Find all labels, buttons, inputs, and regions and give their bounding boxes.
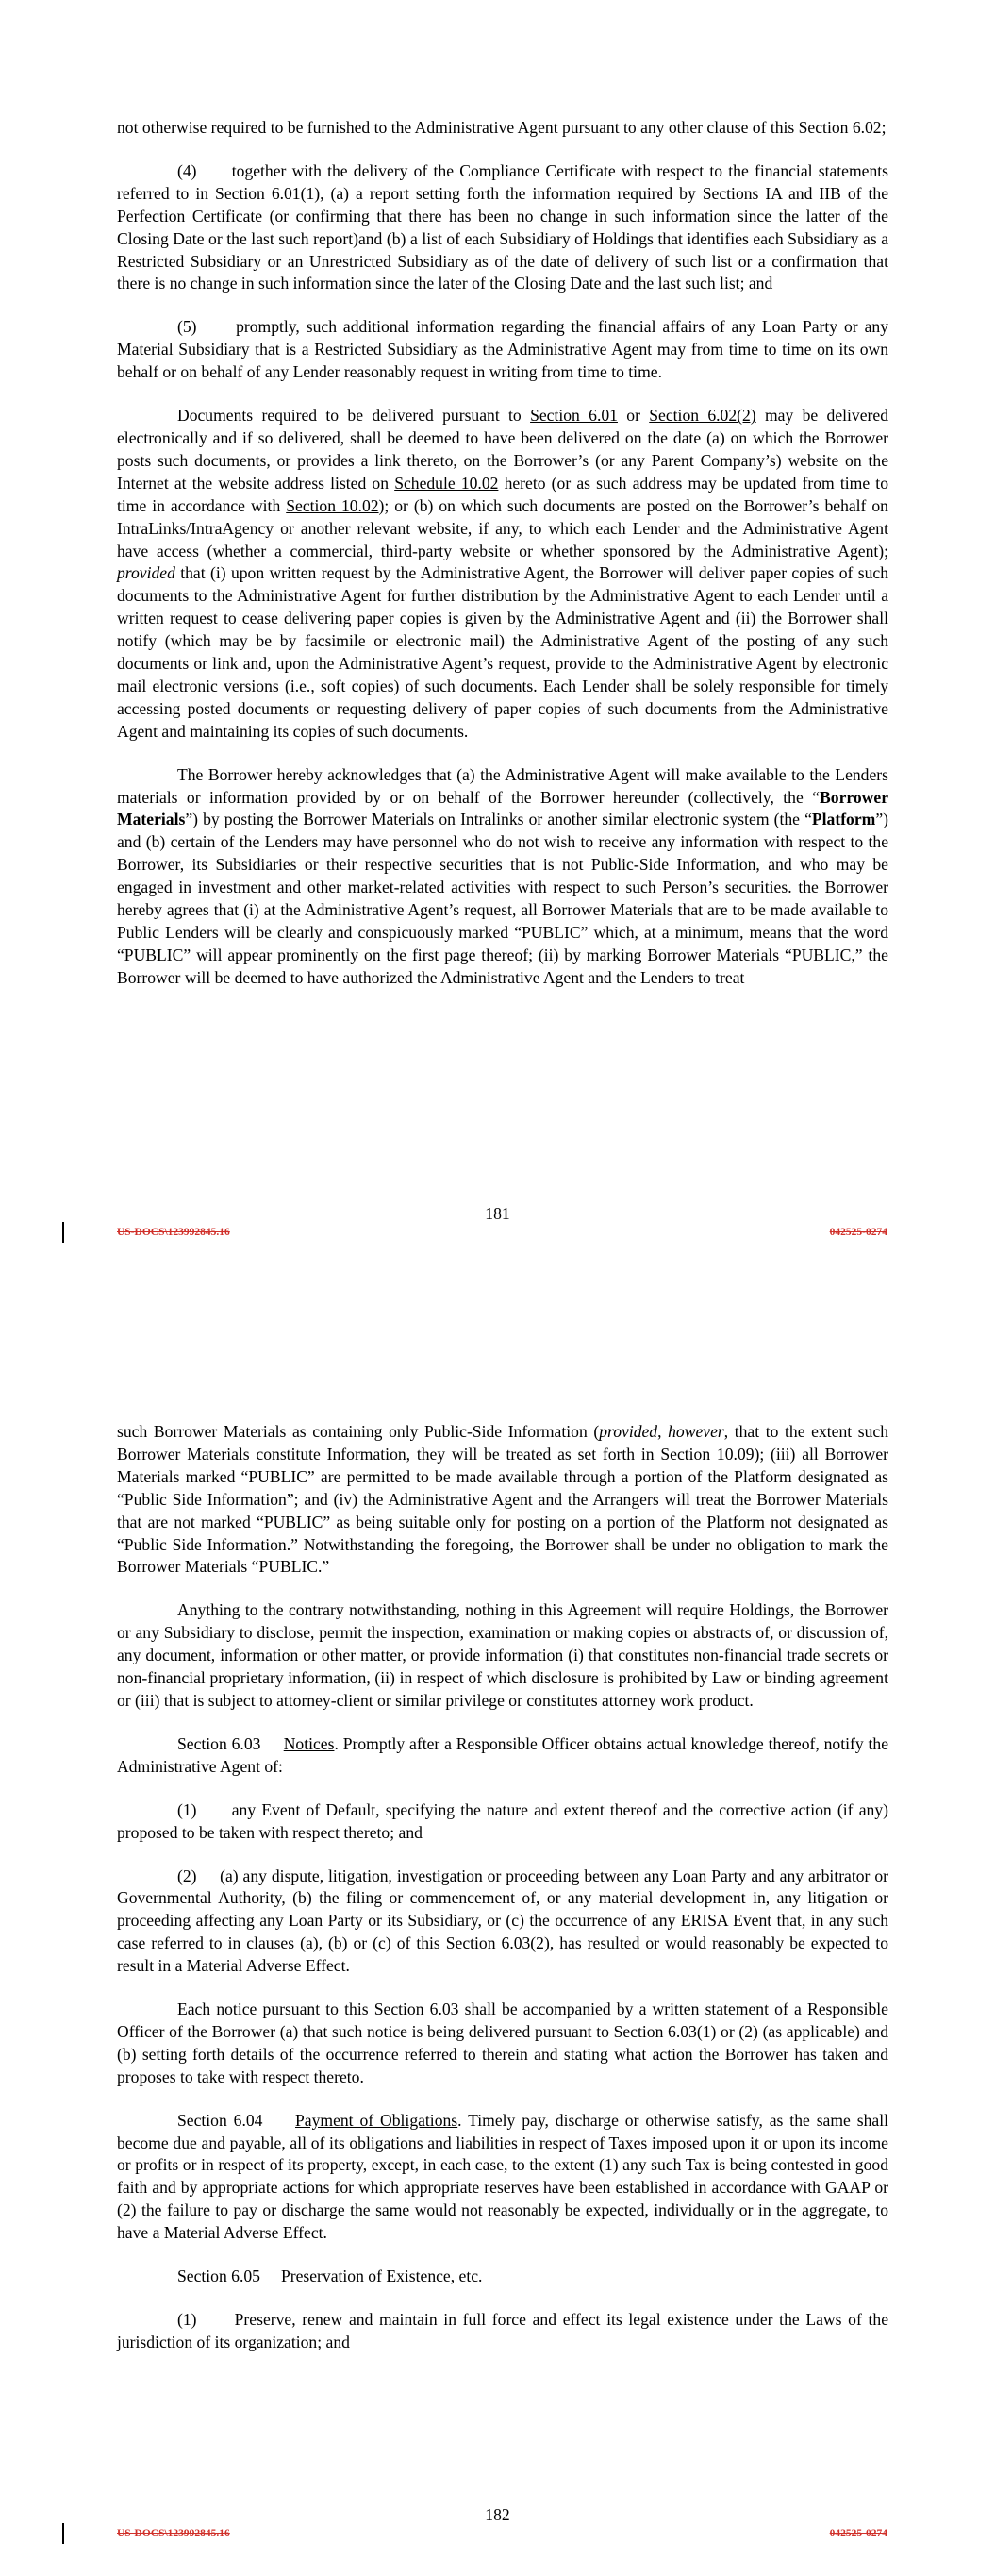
paragraph-continuation — [117, 1421, 888, 1579]
page-number: 182 — [485, 2505, 510, 2524]
section-heading-notices: Notices — [283, 1733, 335, 1753]
text-span: ”) and (b) certain of the Lenders may have personnel who do not wish to receive any information with respect to the Borrower, its Subsidiaries or their respective securities that is not Public-Side Information, and who may be engaged in investment and other market-related activities with respect to such Person’s securities. the Borrower hereby agrees that (i) at the Administrative Agent’s request, all Borrower Materials that are to be made available to Public Lenders will be clearly and conspicuously marked “PUBLIC” which, at a minimum, means that the word “PUBLIC” will appear prominently on the first page thereof; (ii) by marking Borrower Materials “PUBLIC,” the Borrower will be deemed to have authorized the Administrative Agent and the Lenders to treat — [117, 810, 888, 987]
change-bar — [62, 2523, 64, 2544]
section-heading-payment: Payment of Obligations — [295, 2110, 458, 2130]
text-span: . Timely pay, discharge or otherwise satisfy, as the same shall become due and payable, all of its obligations and liabilities in respect of Taxes imposed upon it or upon its income or profits or in respect of its property, except, in each case, to the extent (1) any such Tax is being contested in good faith and by appropriate actions for which appropriate reserves have been established in accordance with GAAP or (2) the failure to pay or discharge the same would not reasonably be expected, individually or in the aggregate, to have a Material Adverse Effect. — [117, 2110, 888, 2243]
text-span: that (i) upon written request by the Administrative Agent, the Borrower will deliver paper copies of such documents to the Administrative Agent for further distribution by the Administrative Agent to each Lender until a written request to cease delivering paper copies is given by the Administrative Agent and (ii) the Borrower shall notify (which may be by facsimile or electronic mail) the Administrative Agent of the posting of any such documents or link and, upon the Administrative Agent’s request, provide to the Administrative Agent by electronic mail electronic versions (i.e., soft copies) of such documents. Each Lender shall be solely responsible for timely accessing posted documents or requesting delivery of paper copies of such documents from the Administrative Agent and maintaining its copies of such documents. — [117, 563, 888, 741]
section-10-02-link[interactable]: Section 10.02 — [286, 495, 379, 515]
section-6-04-payment — [117, 2110, 888, 2245]
text-span: , that to the extent such Borrower Materials constitute Information, they will be treated as set forth in Section 10.09); (iii) all Borrower Materials marked “PUBLIC” are permitted to be made available through a portion of the Platform designated as “Public Side Information”; and (iv) the Administrative Agent and the Arrangers will treat the Borrower Materials that are not marked “PUBLIC” as being suitable only for posting on a portion of the Platform not designated as “Public Side Information.” Notwithstanding the foregoing, the Borrower shall be under no obligation to mark the Borrower Materials “PUBLIC.” — [117, 1422, 888, 1577]
section-6-02-2-link[interactable]: Section 6.02(2) — [649, 406, 756, 426]
paragraph-notice-statement: Each notice pursuant to this Section 6.03 shall be accompanied by a written statement of a Responsible Officer of the Borrower (a) that such notice is being delivered pursuant to Section 6.03(1) or (2) (as applicable) and (b) setting forth details of the occurrence referred to therein and stating what action the Borrower has taken and proposes to take with respect thereto. — [117, 1999, 888, 2086]
section-label: Section 6.05 — [177, 2267, 281, 2286]
section-label: Section 6.04 — [177, 2110, 295, 2130]
paragraph-clause-2: (2) (a) any dispute, litigation, investigation or proceeding between any Loan Party and any arbitrator or Governmental Authority, (b) the filing or commencement of, or any material development in, any litigation or proceeding affecting any Loan Party or its Subsidiary, or (c) the occurrence of any ERISA Event that, in any such case referred to in clauses (a), (b) or (c) of this Section 6.03(2), has resulted or would reasonably be expected to result in a Material Adverse Effect. — [117, 1865, 888, 1976]
text-span: , — [657, 1422, 669, 1441]
emphasis-provided: provided — [599, 1422, 658, 1441]
footer-doc-id: US-DOCS\123992845.16 — [117, 2528, 230, 2539]
text-span: The Borrower hereby acknowledges that (a) the Administrative Agent will make available to the Lenders materials or information provided by or on behalf of the Borrower hereunder (collectively, the “ — [117, 764, 888, 807]
paragraph-electronic-delivery — [117, 405, 888, 744]
section-6-05-preservation — [117, 2266, 888, 2288]
paragraph-no-disclosure: Anything to the contrary notwithstanding, nothing in this Agreement will require Holdings, the Borrower or any Subsidiary to disclose, permit the inspection, examination or making copies or abstracts of, or discussion of, any document, information or other matter, or provide information (i) that constitutes non-financial trade secrets or non-financial proprietary information, (ii) in respect of which disclosure is prohibited by Law or binding agreement or (iii) that is subject to attorney-client or similar privilege or constitutes attorney work product. — [117, 1600, 888, 1710]
section-heading-preservation: Preservation of Existence, etc — [280, 2267, 479, 2286]
paragraph-clause-1-existence: (1) Preserve, renew and maintain in full force and effect its legal existence under the Laws of the jurisdiction of its organization; and — [117, 2310, 888, 2351]
page-footer — [0, 1222, 995, 1245]
text-span: hereto (or as such address may be updated from time to time in accordance with — [117, 473, 888, 515]
paragraph-borrower-materials — [117, 764, 888, 990]
page-footer — [0, 2523, 995, 2546]
section-label: Section 6.03 — [177, 1733, 284, 1753]
emphasis-however: however — [668, 1422, 724, 1441]
page-body — [117, 1421, 888, 2375]
page-number: 181 — [485, 1204, 510, 1223]
section-6-01-link[interactable]: Section 6.01 — [530, 406, 618, 426]
text-span: . Promptly after a Responsible Officer obtains actual knowledge thereof, notify the Administrative Agent of: — [117, 1733, 889, 1776]
schedule-10-02-link[interactable]: Schedule 10.02 — [394, 473, 499, 493]
document-page-181 — [0, 0, 995, 1283]
text-span: ); or (b) on which such documents are posted on the Borrower’s behalf on IntraLinks/IntraAgency or another relevant website, if any, to which each Lender and the Administrative Agent have access (whether a commercial, third-party website or whether sponsored by the Administrative Agent); — [117, 495, 888, 560]
text-span: or — [617, 406, 650, 426]
paragraph-continuation: not otherwise required to be furnished to the Administrative Agent pursuant to any other clause of this Section 6.02; — [117, 118, 887, 137]
text-span: such Borrower Materials as containing only Public-Side Information ( — [117, 1422, 600, 1441]
change-bar — [62, 1222, 64, 1243]
section-6-03-notices — [117, 1733, 888, 1779]
footer-doc-key: 042525-0274 — [829, 2528, 887, 2539]
text-span: ”) by posting the Borrower Materials on Intralinks or another similar electronic system (the “ — [185, 810, 812, 829]
defined-term-borrower-materials: Borrower Materials — [117, 787, 888, 829]
paragraph-clause-4: (4) together with the delivery of the Compliance Certificate with respect to the financial statements referred to in Section 6.01(1), (a) a report setting forth the information required by Sections IA and IIB of the Perfection Certificate (or confirming that there has been no change in such information since the latter of the Closing Date or the last such report)and (b) a list of each Subsidiary of Holdings that identifies each Subsidiary as a Restricted Subsidiary or an Unrestricted Subsidiary as of the date of delivery of such list or a confirmation that there is no change in such information since the later of the Closing Date and the last such list; and — [117, 160, 888, 293]
text-span: Documents required to be delivered pursuant to — [177, 406, 531, 426]
emphasis-provided: provided — [117, 563, 175, 583]
footer-doc-key: 042525-0274 — [829, 1227, 887, 1238]
page-body — [117, 117, 888, 1011]
text-span: . — [478, 2267, 483, 2286]
defined-term-platform: Platform — [811, 810, 876, 829]
text-span: may be delivered electronically and if so delivered, shall be deemed to have been delivered on the date (a) on which the Borrower posts such documents, or provides a link thereto, on the Borrower’s (or any Parent Company’s) website on the Internet at the website address listed on — [117, 406, 888, 493]
document-page-182 — [0, 1283, 995, 2576]
footer-doc-id: US-DOCS\123992845.16 — [117, 1227, 230, 1238]
paragraph-clause-5: (5) promptly, such additional information regarding the financial affairs of any Loan Party or any Material Subsidiary that is a Restricted Subsidiary as the Administrative Agent may from time to time on its own behalf or on behalf of any Lender reasonably request in writing from time to time. — [117, 317, 888, 382]
paragraph-clause-1: (1) any Event of Default, specifying the nature and extent thereof and the corrective action (if any) proposed to be taken with respect thereto; and — [117, 1799, 888, 1842]
